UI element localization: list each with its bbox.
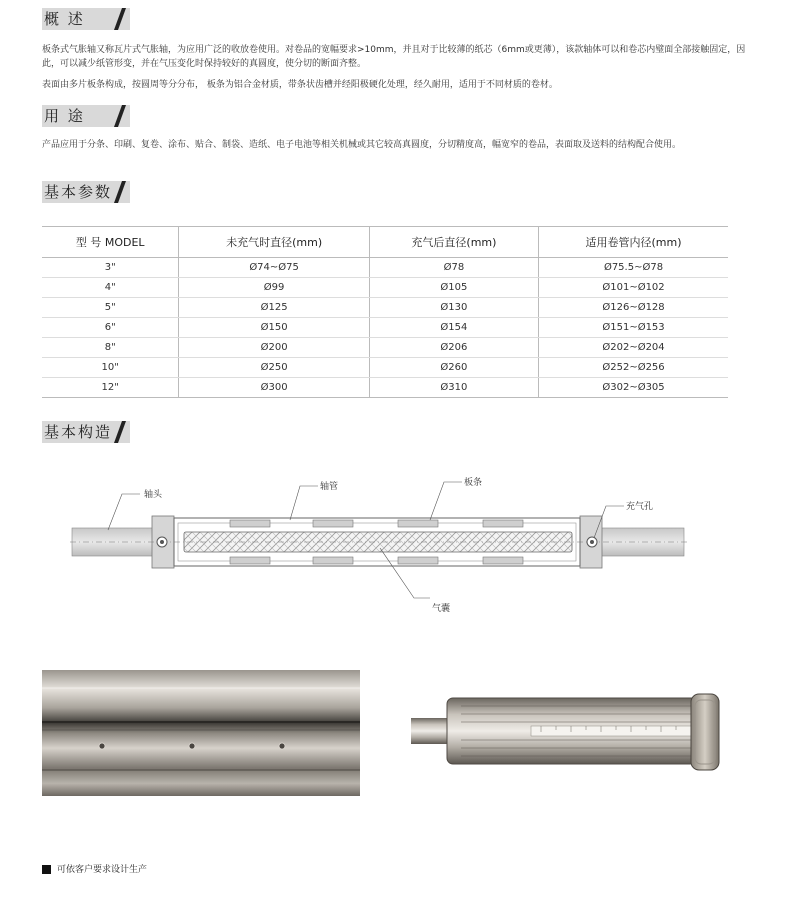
table-cell: Ø202~Ø204 — [539, 338, 728, 358]
footer-note-text: 可依客户要求设计生产 — [57, 865, 148, 875]
table-cell: Ø302~Ø305 — [539, 378, 728, 398]
usage-title: 用 途 — [44, 107, 85, 125]
right-valve-core-icon — [590, 540, 594, 544]
slat — [398, 520, 438, 527]
slat — [230, 557, 270, 564]
column-header-core-id: 适用卷管内径(mm) — [539, 227, 728, 258]
table-cell: Ø105 — [369, 278, 538, 298]
params-title: 基本参数 — [44, 183, 113, 201]
product-photo-end — [411, 670, 729, 796]
scale-strip — [531, 726, 691, 736]
table-cell: Ø252~Ø256 — [539, 358, 728, 378]
table-cell: Ø125 — [179, 298, 369, 318]
table-cell: Ø126~Ø128 — [539, 298, 728, 318]
table-cell: Ø260 — [369, 358, 538, 378]
usage-header — [42, 105, 130, 127]
column-header-inflated: 充气后直径(mm) — [369, 227, 538, 258]
slat — [398, 557, 438, 564]
footer-note — [42, 862, 147, 875]
label-air-bladder: 气囊 — [432, 604, 451, 614]
table-cell: 8" — [42, 338, 179, 358]
label-shaft-tube: 轴管 — [320, 482, 339, 492]
table-cell: Ø150 — [179, 318, 369, 338]
table-cell: Ø300 — [179, 378, 369, 398]
table-row — [42, 258, 728, 278]
table-row — [42, 298, 728, 318]
air-hole-icon — [99, 743, 105, 749]
table-row — [42, 378, 728, 398]
table-row — [42, 278, 728, 298]
overview-paragraph-1: 板条式气胀轴又称瓦片式气胀轴，为应用广泛的收放卷使用。对卷品的宽幅要求>10mm，并且对于比较薄的纸芯（6mm或更薄），该款轴体可以和卷芯内璧面全部接触固定，因此，可以减少纸管形变，并在气压变化时保持较好的真圆度，使分切的断面齐整。 — [42, 45, 746, 69]
header-slash — [114, 105, 126, 127]
slat — [483, 557, 523, 564]
table-cell: Ø75.5~Ø78 — [539, 258, 728, 278]
overview-header — [42, 8, 130, 30]
slat — [230, 520, 270, 527]
label-shaft-head: 轴头 — [144, 490, 163, 500]
column-header-model: 型 号 MODEL — [42, 227, 179, 258]
table-cell: 4" — [42, 278, 179, 298]
air-hole-icon — [279, 743, 285, 749]
table-cell: Ø101~Ø102 — [539, 278, 728, 298]
structure-header — [42, 421, 130, 443]
leader-slat — [430, 482, 462, 520]
table-cell: 6" — [42, 318, 179, 338]
table-cell: Ø154 — [369, 318, 538, 338]
table-cell: Ø250 — [179, 358, 369, 378]
leader-shaft-tube — [290, 486, 318, 520]
table-cell: Ø151~Ø153 — [539, 318, 728, 338]
air-hole-icon — [189, 743, 195, 749]
table-cell: Ø200 — [179, 338, 369, 358]
table-cell: Ø74~Ø75 — [179, 258, 369, 278]
table-cell: Ø206 — [369, 338, 538, 358]
table-cell: 12" — [42, 378, 179, 398]
product-photo-surface — [42, 670, 360, 796]
usage-paragraph: 产品应用于分条、印刷、复卷、涂布、贴合、制袋、造纸、电子电池等相关机械或其它较高真圆度，分切精度高，幅宽窄的卷品，表面取及送料的结构配合使用。 — [42, 140, 682, 150]
table-cell: 3" — [42, 258, 179, 278]
table-cell: Ø310 — [369, 378, 538, 398]
table-cell: Ø130 — [369, 298, 538, 318]
structure-title: 基本构造 — [44, 423, 113, 441]
overview-title: 概 述 — [44, 10, 85, 28]
parameter-table — [42, 226, 728, 398]
overview-paragraph-2: 表面由多片板条构成，按圆周等分分布， 板条为铝合金材质，带条状齿槽并经阳极硬化处理，经久耐用，适用于不同材质的卷材。 — [42, 80, 558, 90]
label-inflation-hole: 充气孔 — [626, 502, 654, 512]
column-header-uninflated: 未充气时直径(mm) — [179, 227, 369, 258]
label-slat: 板条 — [464, 478, 483, 488]
shaft-stub — [411, 718, 451, 744]
left-valve-core-icon — [160, 540, 164, 544]
slat — [483, 520, 523, 527]
header-slash — [114, 8, 126, 30]
slat — [313, 520, 353, 527]
table-cell: 5" — [42, 298, 179, 318]
shaft-surface — [42, 670, 360, 796]
table-row — [42, 318, 728, 338]
table-header-row — [42, 227, 728, 258]
slat — [313, 557, 353, 564]
structure-diagram — [0, 460, 800, 620]
params-header — [42, 181, 130, 203]
table-cell: Ø78 — [369, 258, 538, 278]
table-row — [42, 358, 728, 378]
table-cell: 10" — [42, 358, 179, 378]
table-cell: Ø99 — [179, 278, 369, 298]
header-slash — [114, 181, 126, 203]
table-row — [42, 338, 728, 358]
header-slash — [114, 421, 126, 443]
bullet-square-icon — [42, 865, 51, 874]
leader-shaft-head — [108, 494, 140, 530]
